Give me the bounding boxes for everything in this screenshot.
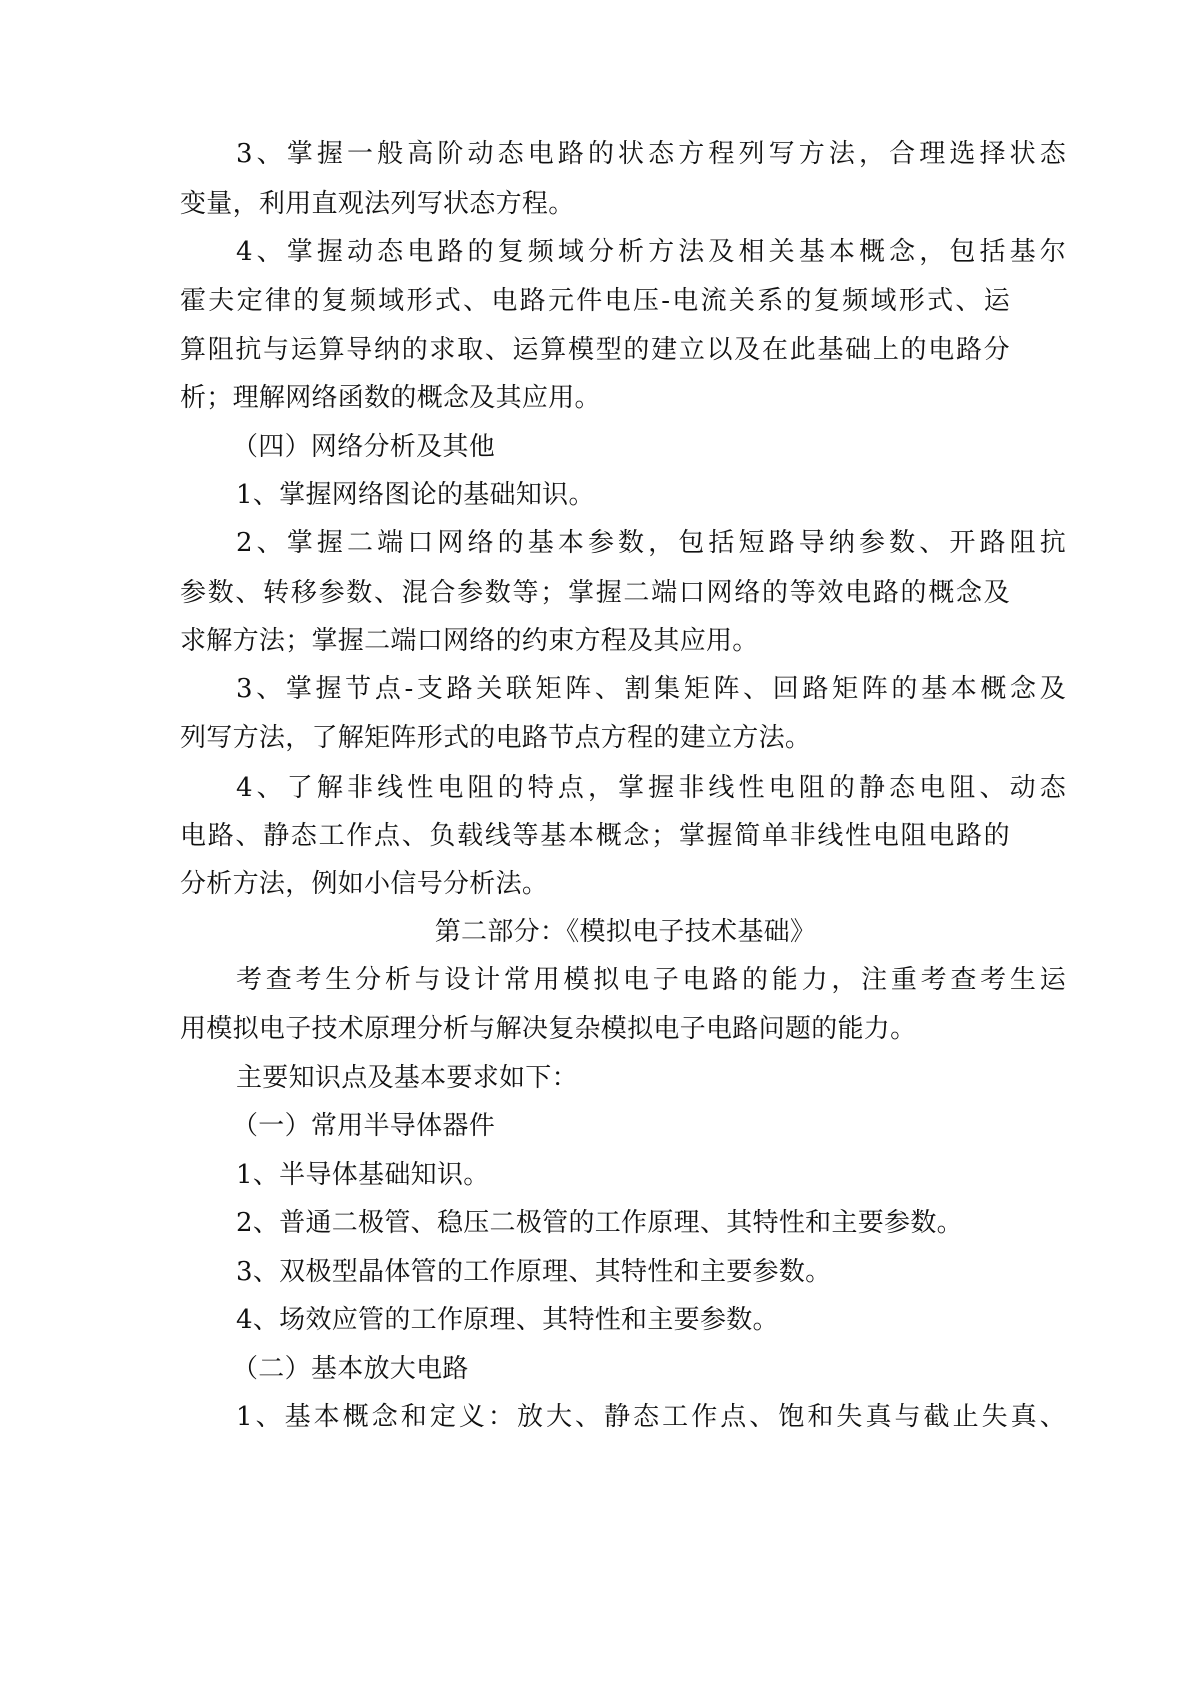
- paragraph-line: 3、掌握节点-支路关联矩阵、割集矩阵、回路矩阵的基本概念及: [236, 674, 1066, 704]
- paragraph-line: 考查考生分析与设计常用模拟电子电路的能力，注重考查考生运: [236, 965, 1066, 995]
- paragraph-line: 算阻抗与运算导纳的求取、运算模型的建立以及在此基础上的电路分: [180, 335, 1010, 365]
- paragraph-line: 用模拟电子技术原理分析与解决复杂模拟电子电路问题的能力。: [180, 1014, 917, 1044]
- paragraph-line: 2、普通二极管、稳压二极管的工作原理、其特性和主要参数。: [236, 1208, 963, 1238]
- paragraph-line: 列写方法，了解矩阵形式的电路节点方程的建立方法。: [180, 723, 812, 753]
- paragraph-line: 电路、静态工作点、负载线等基本概念；掌握简单非线性电阻电路的: [180, 821, 1010, 851]
- section-heading: （一）常用半导体器件: [232, 1111, 496, 1141]
- paragraph-line: 1、基本概念和定义：放大、静态工作点、饱和失真与截止失真、: [236, 1402, 1066, 1432]
- paragraph-line: 1、掌握网络图论的基础知识。: [236, 480, 595, 510]
- paragraph-line: 2、掌握二端口网络的基本参数，包括短路导纳参数、开路阻抗: [236, 528, 1066, 558]
- paragraph-line: 4、掌握动态电路的复频域分析方法及相关基本概念，包括基尔: [236, 237, 1066, 267]
- paragraph-line: 主要知识点及基本要求如下：: [236, 1063, 578, 1093]
- section-heading: （二）基本放大电路: [232, 1354, 469, 1384]
- paragraph-line: 参数、转移参数、混合参数等；掌握二端口网络的等效电路的概念及: [180, 578, 1010, 608]
- paragraph-line: 变量，利用直观法列写状态方程。: [180, 189, 575, 219]
- paragraph-line: 4、场效应管的工作原理、其特性和主要参数。: [236, 1305, 779, 1335]
- paragraph-line: 4、了解非线性电阻的特点，掌握非线性电阻的静态电阻、动态: [236, 773, 1066, 803]
- paragraph-line: 3、双极型晶体管的工作原理、其特性和主要参数。: [236, 1257, 832, 1287]
- paragraph-line: 3、掌握一般高阶动态电路的状态方程列写方法，合理选择状态: [236, 139, 1066, 169]
- section-heading: （四）网络分析及其他: [232, 432, 496, 462]
- paragraph-line: 1、半导体基础知识。: [236, 1160, 490, 1190]
- paragraph-line: 析；理解网络函数的概念及其应用。: [180, 383, 601, 413]
- paragraph-line: 霍夫定律的复频域形式、电路元件电压-电流关系的复频域形式、运: [180, 286, 1010, 316]
- paragraph-line: 分析方法，例如小信号分析法。: [180, 869, 549, 899]
- paragraph-line: 求解方法；掌握二端口网络的约束方程及其应用。: [180, 626, 759, 656]
- part-title: 第二部分：《模拟电子技术基础》: [434, 917, 817, 947]
